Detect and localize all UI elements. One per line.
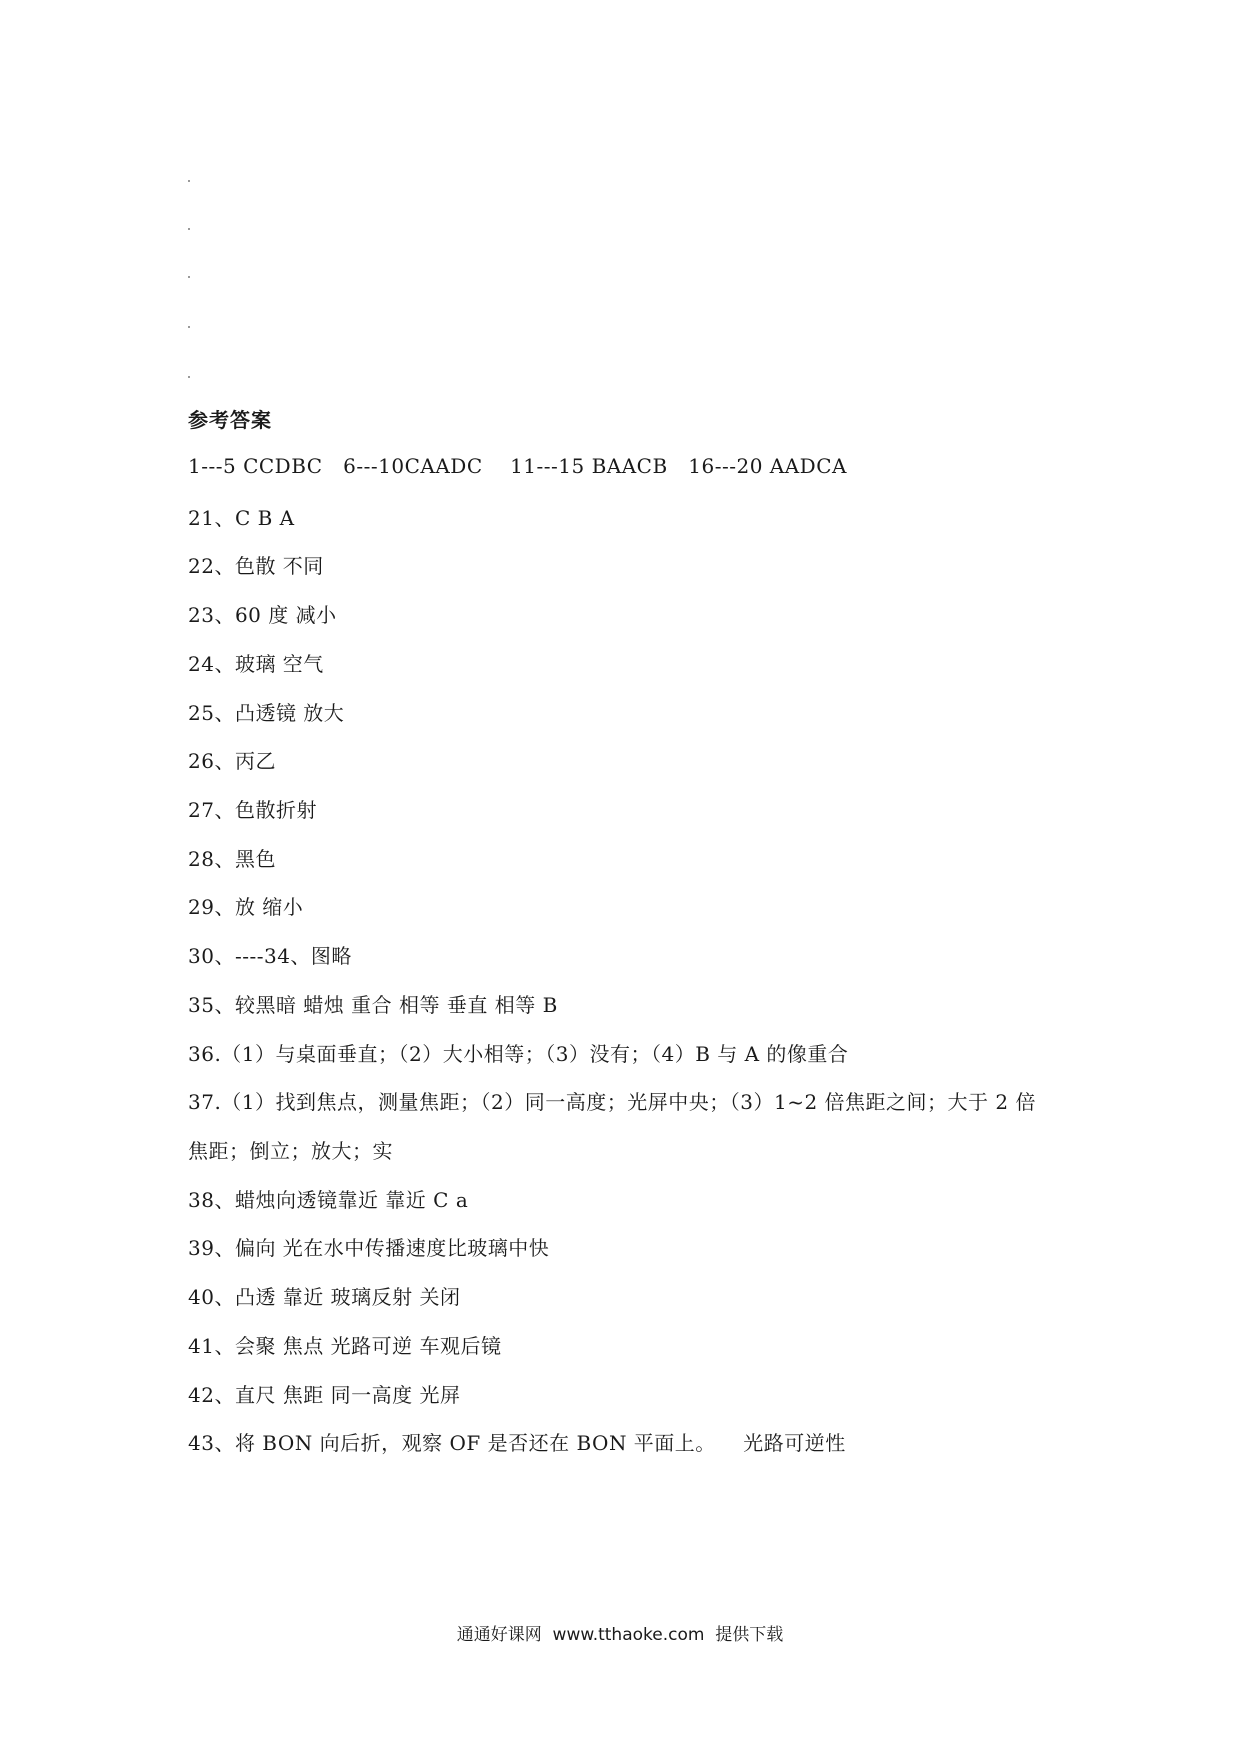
answer-line: 42、直尺 焦距 同一高度 光屏 bbox=[188, 1383, 461, 1407]
answer-line: 焦距；倒立；放大；实 bbox=[188, 1139, 393, 1163]
scan-mark bbox=[188, 228, 190, 230]
answer-heading: 参考答案 bbox=[188, 408, 272, 432]
answer-line: 28、黑色 bbox=[188, 847, 276, 871]
answer-line: 30、----34、图略 bbox=[188, 944, 352, 968]
answer-line: 23、60 度 减小 bbox=[188, 603, 337, 627]
scan-mark bbox=[188, 276, 190, 278]
answer-line: 24、玻璃 空气 bbox=[188, 652, 324, 676]
answer-line: 39、偏向 光在水中传播速度比玻璃中快 bbox=[188, 1236, 550, 1260]
answer-line: 25、凸透镜 放大 bbox=[188, 701, 345, 725]
page-footer: 通通好课网 www.tthaoke.com 提供下载 bbox=[456, 1625, 784, 1645]
answer-line: 40、凸透 靠近 玻璃反射 关闭 bbox=[188, 1285, 461, 1309]
answer-line: 26、丙乙 bbox=[188, 749, 276, 773]
answer-line: 1---5 CCDBC 6---10CAADC 11---15 BAACB 16---20 AADCA bbox=[188, 454, 847, 478]
answer-line: 41、会聚 焦点 光路可逆 车观后镜 bbox=[188, 1334, 502, 1358]
scan-mark bbox=[188, 180, 190, 182]
answer-line: 22、色散 不同 bbox=[188, 554, 324, 578]
answer-line: 36.（1）与桌面垂直；（2）大小相等；（3）没有；（4）B 与 A 的像重合 bbox=[188, 1042, 849, 1066]
answer-line: 43、将 BON 向后折，观察 OF 是否还在 BON 平面上。 光路可逆性 bbox=[188, 1431, 846, 1455]
answer-line: 35、较黑暗 蜡烛 重合 相等 垂直 相等 B bbox=[188, 993, 558, 1017]
answer-line: 38、蜡烛向透镜靠近 靠近 C a bbox=[188, 1188, 469, 1212]
scan-mark bbox=[188, 376, 190, 378]
scan-mark bbox=[188, 326, 190, 328]
answer-line: 21、C B A bbox=[188, 506, 295, 530]
answer-line: 29、放 缩小 bbox=[188, 895, 304, 919]
answer-line: 27、色散折射 bbox=[188, 798, 317, 822]
answer-line: 37.（1）找到焦点，测量焦距；（2）同一高度；光屏中央；（3）1~2 倍焦距之间；大于 2 倍 bbox=[188, 1090, 1036, 1114]
